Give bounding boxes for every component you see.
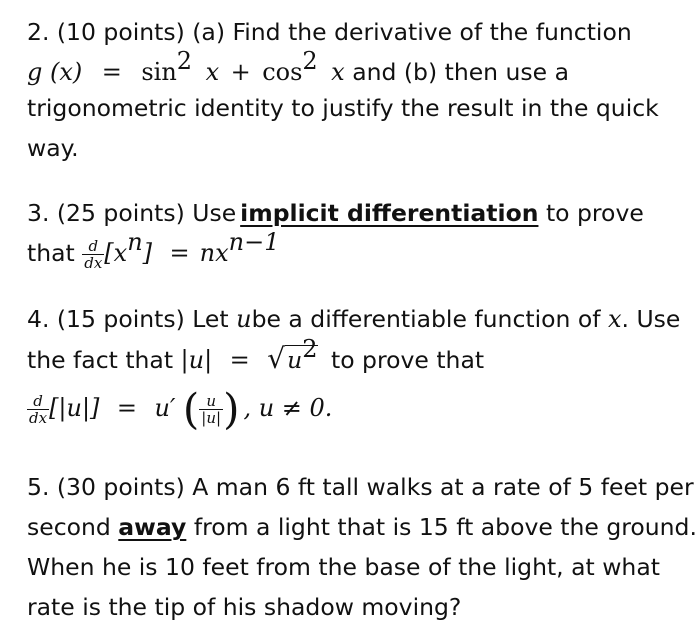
q3-intro-b: to prove [545, 199, 644, 227]
q4-intro-b: be a differentiable function of [251, 305, 601, 333]
q5-text-4: rate is the tip of his shadow moving? [27, 593, 462, 621]
q2-line-4 [27, 128, 79, 169]
left-paren-icon: ( [182, 384, 200, 434]
q5-line-4 [27, 587, 461, 628]
q4-condition: , u ≠ 0. [243, 394, 333, 422]
q2-sin-exp: 2 [176, 47, 193, 75]
q3-equals: = [169, 239, 190, 267]
q3-d-num: d [88, 237, 99, 255]
q5-text-1: 5. (30 points) A man 6 ft tall walks at a rate of 5 feet per [27, 473, 694, 501]
q2-function-lhs: g (x) [27, 58, 83, 86]
q3-underlined-term: implicit differentiation [240, 199, 539, 227]
q2-tail: and (b) then use a [352, 58, 570, 86]
q3-bracket-open: [x [104, 239, 128, 267]
q4-intro-c: . Use [621, 305, 681, 333]
q4-u-over-abs-u [199, 393, 223, 426]
q2-cos: cos [262, 58, 303, 86]
q4-fact-a: the fact that [27, 346, 174, 374]
q5-text-2a: second [27, 513, 111, 541]
q2-text-3: trigonometric identity to justify the result in the quick [27, 94, 659, 122]
q2-x1: x [205, 58, 220, 86]
radical-sign-icon: √ [267, 342, 286, 375]
q2-x2: x [331, 58, 345, 86]
q2-plus: + [230, 58, 251, 86]
q5-text-3: When he is 10 feet from the base of the light, at what [27, 553, 660, 581]
q4-sqrt-exp: 2 [302, 335, 318, 363]
q3-line-1 [27, 193, 644, 234]
q2-cos-exp: 2 [302, 47, 318, 75]
q4-equals: = [229, 346, 250, 374]
q5-line-2 [27, 507, 697, 548]
q3-rhs: nx [199, 239, 229, 267]
q3-n-exp: n [127, 228, 143, 256]
q4-lhs: [|u|] [49, 394, 100, 422]
q3-line-2 [27, 228, 280, 274]
q4-uprime: u′ [154, 394, 176, 422]
q3-that: that [27, 239, 75, 267]
q4-equals-2: = [116, 394, 138, 422]
q3-derivative-operator [82, 238, 104, 271]
q3-rhs-exp: n−1 [228, 228, 280, 256]
q5-line-1 [27, 467, 694, 508]
q3-d-den: dx [84, 254, 103, 272]
q4-sqrt-body [285, 335, 318, 374]
q4-frac-den: |u| [201, 409, 222, 427]
q4-d-den: dx [29, 409, 48, 427]
q4-abs-u: |u| [180, 346, 213, 374]
q4-u: u [236, 305, 252, 333]
q4-line-3 [27, 384, 333, 434]
q4-frac-num: u [206, 392, 216, 410]
right-paren-icon: ) [223, 384, 240, 434]
q4-derivative-operator [27, 393, 49, 426]
q4-sqrt-u: u [287, 346, 303, 374]
q3-bracket-close: ] [142, 239, 153, 267]
q5-line-3 [27, 547, 660, 588]
q4-sqrt [267, 335, 318, 381]
q2-line-2 [27, 47, 570, 93]
q4-x: x [608, 305, 622, 333]
q2-sin: sin [141, 58, 177, 86]
q2-intro: 2. (10 points) (a) Find the derivative of the function [27, 18, 632, 46]
q4-intro-a: 4. (15 points) Let [27, 305, 229, 333]
q4-line-2 [27, 335, 485, 381]
q2-equals: = [101, 58, 122, 86]
q2-text-4: way. [27, 134, 79, 162]
q3-intro-a: 3. (25 points) Use [27, 199, 237, 227]
q4-d-num: d [33, 392, 43, 410]
q2-line-3 [27, 88, 659, 129]
q5-underlined-away: away [118, 513, 187, 541]
q2-line-1 [27, 12, 632, 53]
q5-text-2b: from a light that is 15 ft above the ground. [193, 513, 697, 541]
q4-line-1 [27, 299, 680, 340]
q4-fact-b: to prove that [331, 346, 485, 374]
